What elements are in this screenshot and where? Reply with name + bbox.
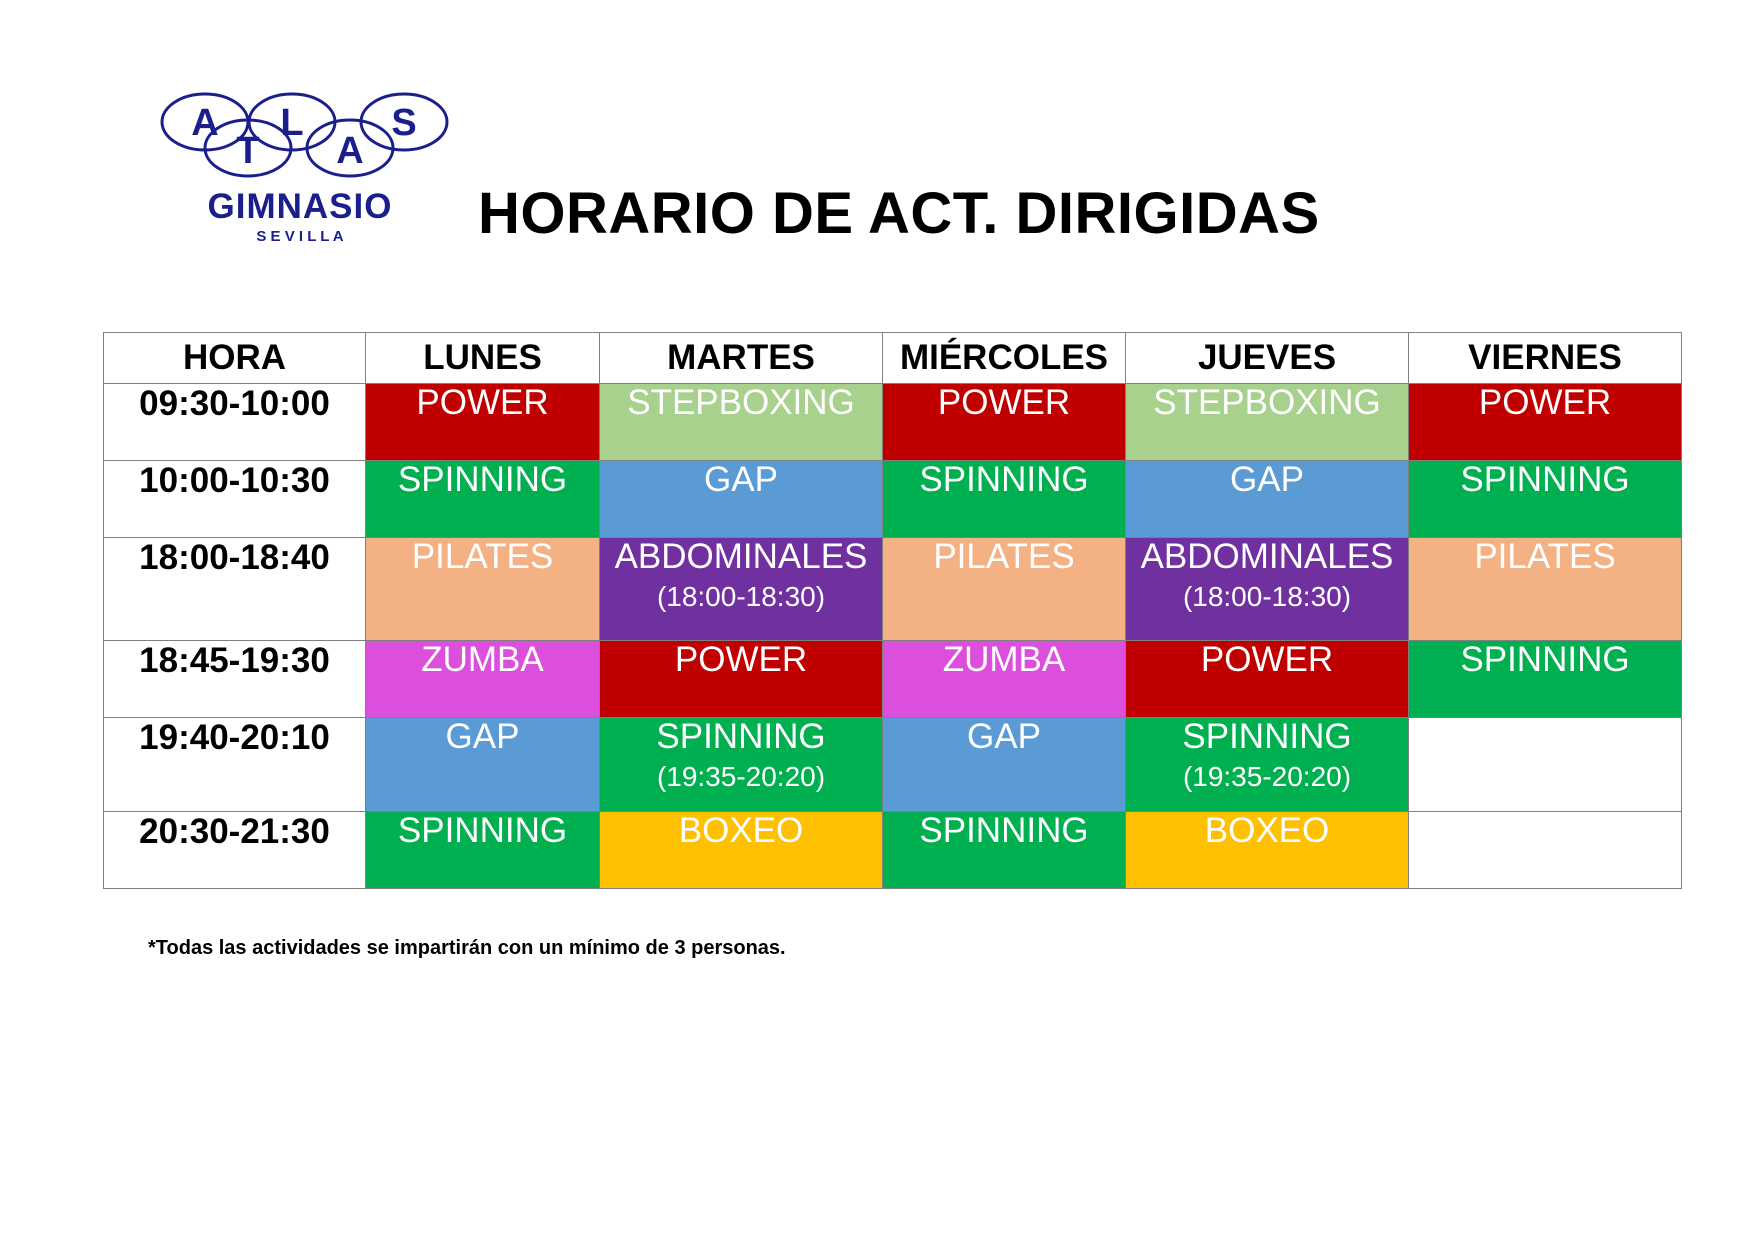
activity-cell bbox=[600, 461, 883, 538]
activity-cell bbox=[1126, 461, 1409, 538]
activity-name: PILATES bbox=[933, 537, 1075, 576]
activity-name: GAP bbox=[445, 717, 520, 756]
table-row bbox=[104, 384, 1682, 461]
logo-letter-a2: A bbox=[336, 130, 364, 172]
activity-name: GAP bbox=[704, 460, 778, 499]
header-row bbox=[104, 333, 1682, 384]
activity-name: POWER bbox=[674, 640, 808, 679]
logo-city: S E V I L L A bbox=[256, 228, 344, 245]
activity-name: GAP bbox=[1230, 460, 1304, 499]
activity-cell bbox=[883, 812, 1126, 889]
schedule-table bbox=[103, 332, 1682, 889]
hour-cell: 18:00-18:40 bbox=[104, 538, 366, 641]
activity-name: BOXEO bbox=[678, 811, 804, 850]
activity-name: PILATES bbox=[411, 537, 554, 576]
activity-cell bbox=[600, 384, 883, 461]
activity-name: SPINNING bbox=[397, 460, 568, 499]
table-row bbox=[104, 461, 1682, 538]
activity-cell bbox=[366, 641, 600, 718]
activity-cell bbox=[883, 718, 1126, 812]
activity-name: GAP bbox=[967, 717, 1041, 756]
activity-cell bbox=[600, 641, 883, 718]
activity-name: SPINNING bbox=[919, 811, 1089, 850]
activity-name: SPINNING bbox=[397, 811, 568, 850]
activity-cell bbox=[883, 538, 1126, 641]
activity-name: ABDOMINALES bbox=[1140, 537, 1394, 576]
activity-name: ZUMBA bbox=[942, 640, 1066, 679]
activity-cell bbox=[1126, 718, 1409, 812]
activity-name: PILATES bbox=[1474, 537, 1616, 576]
activity-cell bbox=[366, 384, 600, 461]
activity-cell bbox=[366, 538, 600, 641]
page-title: HORARIO DE ACT. DIRIGIDAS bbox=[478, 181, 1320, 246]
activity-cell bbox=[1126, 812, 1409, 889]
activity-cell bbox=[1409, 461, 1682, 538]
activity-name: STEPBOXING bbox=[1153, 383, 1381, 422]
activity-cell bbox=[883, 384, 1126, 461]
activity-cell bbox=[1126, 384, 1409, 461]
activity-name: SPINNING bbox=[1460, 460, 1630, 499]
empty-cell bbox=[1409, 812, 1682, 889]
logo-name: GIMNASIO bbox=[207, 187, 393, 226]
header-miercoles: MIÉRCOLES bbox=[883, 333, 1126, 384]
activity-name: POWER bbox=[416, 383, 549, 422]
activity-cell bbox=[1409, 384, 1682, 461]
activity-name: POWER bbox=[1200, 640, 1334, 679]
activity-name: SPINNING bbox=[1182, 717, 1352, 756]
header-lunes: LUNES bbox=[366, 333, 600, 384]
empty-cell bbox=[1409, 718, 1682, 812]
activity-cell bbox=[366, 461, 600, 538]
hour-cell: 20:30-21:30 bbox=[104, 812, 366, 889]
table-row bbox=[104, 538, 1682, 641]
header-viernes: VIERNES bbox=[1409, 333, 1682, 384]
atlas-gimnasio-logo bbox=[160, 90, 450, 250]
logo-letter-t: T bbox=[236, 130, 260, 172]
logo-letter-s: S bbox=[391, 102, 417, 144]
activity-name: ZUMBA bbox=[421, 640, 544, 679]
activity-time-note: (18:00-18:30) bbox=[1182, 581, 1352, 612]
activity-name: SPINNING bbox=[919, 460, 1089, 499]
table-row bbox=[104, 718, 1682, 812]
activity-name: BOXEO bbox=[1204, 811, 1330, 850]
footnote: *Todas las actividades se impartirán con un mínimo de 3 personas. bbox=[148, 937, 786, 959]
activity-cell bbox=[366, 718, 600, 812]
hour-cell: 10:00-10:30 bbox=[104, 461, 366, 538]
hour-cell: 18:45-19:30 bbox=[104, 641, 366, 718]
activity-cell bbox=[1126, 641, 1409, 718]
logo-letter-a1: A bbox=[191, 102, 219, 144]
activity-cell bbox=[883, 461, 1126, 538]
activity-cell bbox=[600, 812, 883, 889]
activity-time-note: (19:35-20:20) bbox=[656, 761, 826, 792]
activity-time-note: (19:35-20:20) bbox=[1182, 761, 1352, 792]
activity-cell bbox=[1126, 538, 1409, 641]
activity-cell bbox=[1409, 641, 1682, 718]
table-row bbox=[104, 641, 1682, 718]
activity-name: SPINNING bbox=[1460, 640, 1630, 679]
activity-name: STEPBOXING bbox=[627, 383, 855, 422]
hour-cell: 19:40-20:10 bbox=[104, 718, 366, 812]
logo-letter-l: L bbox=[280, 102, 304, 144]
activity-cell bbox=[600, 718, 883, 812]
activity-name: ABDOMINALES bbox=[614, 537, 868, 576]
hour-cell: 09:30-10:00 bbox=[104, 384, 366, 461]
activity-time-note: (18:00-18:30) bbox=[656, 581, 826, 612]
activity-name: POWER bbox=[937, 383, 1071, 422]
table-row bbox=[104, 812, 1682, 889]
header-martes: MARTES bbox=[600, 333, 883, 384]
activity-cell bbox=[883, 641, 1126, 718]
header-hora: HORA bbox=[104, 333, 366, 384]
activity-name: POWER bbox=[1478, 383, 1612, 422]
activity-cell bbox=[600, 538, 883, 641]
activity-name: SPINNING bbox=[656, 717, 826, 756]
header-jueves: JUEVES bbox=[1126, 333, 1409, 384]
activity-cell bbox=[1409, 538, 1682, 641]
activity-cell bbox=[366, 812, 600, 889]
